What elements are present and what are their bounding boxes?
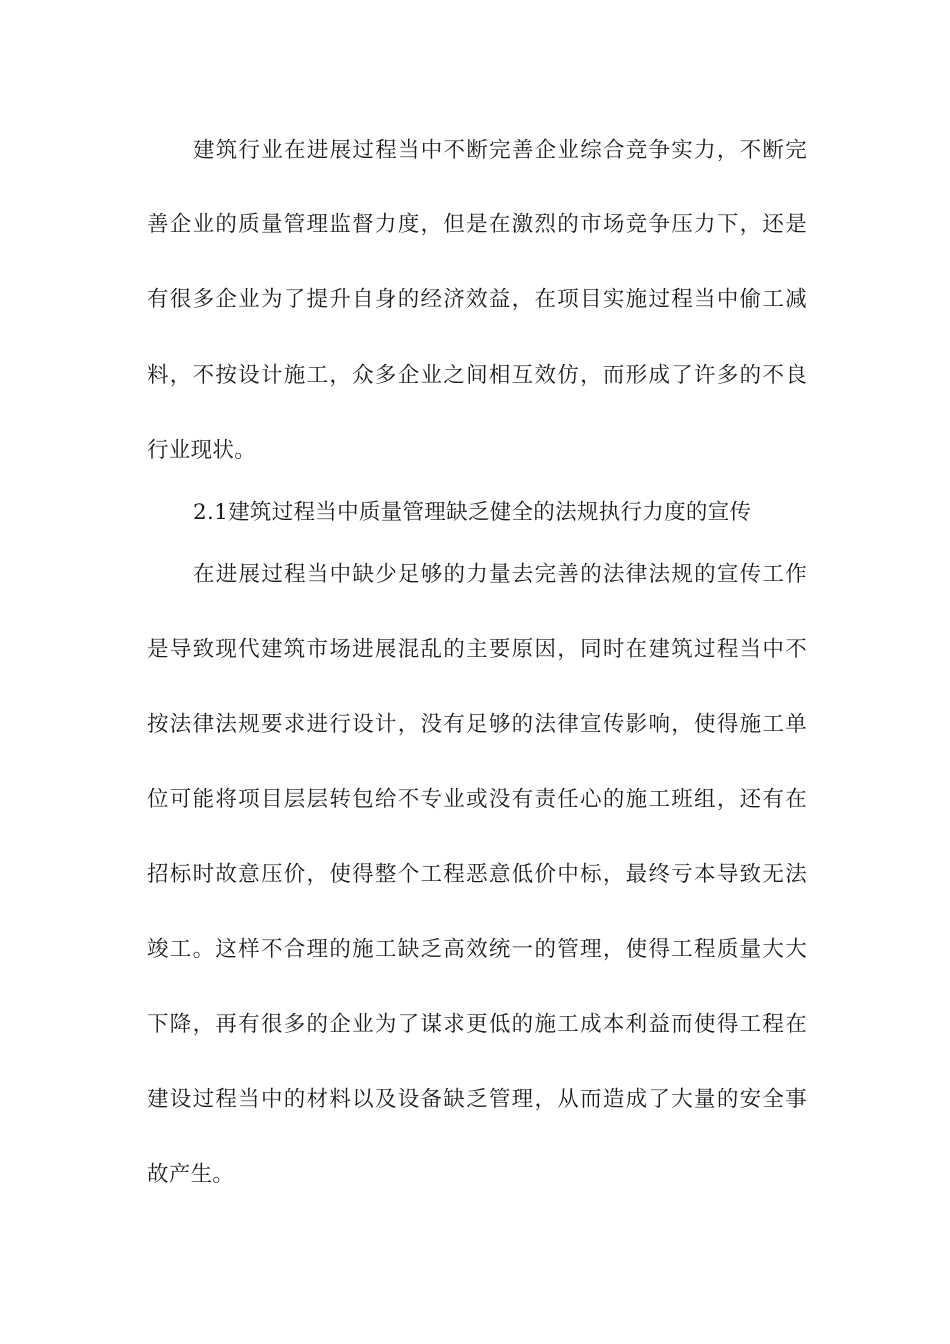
paragraph-2-line-8: 建设过程当中的材料以及设备缺乏管理，从而造成了大量的安全事 xyxy=(147,1087,807,1112)
paragraph-1-line-5: 行业现状。 xyxy=(147,438,257,463)
paragraph-2-line-4: 位可能将项目层层转包给不专业或没有责任心的施工班组，还有在 xyxy=(147,787,807,812)
paragraph-2-line-7: 下降，再有很多的企业为了谋求更低的施工成本利益而使得工程在 xyxy=(147,1012,807,1037)
section-heading: 2.1建筑过程当中质量管理缺乏健全的法规执行力度的宣传 xyxy=(193,500,752,525)
paragraph-2-line-6: 竣工。这样不合理的施工缺乏高效统一的管理，使得工程质量大大 xyxy=(147,937,807,962)
paragraph-2-line-5: 招标时故意压价，使得整个工程恶意低价中标，最终亏本导致无法 xyxy=(147,862,807,887)
paragraph-2-line-9: 故产生。 xyxy=(147,1162,235,1187)
paragraph-1-line-3: 有很多企业为了提升自身的经济效益，在项目实施过程当中偷工减 xyxy=(147,287,807,312)
paragraph-1-line-1: 建筑行业在进展过程当中不断完善企业综合竞争实力，不断完 xyxy=(193,138,807,163)
paragraph-2-line-3: 按法律法规要求进行设计，没有足够的法律宣传影响，使得施工单 xyxy=(147,712,807,737)
paragraph-2-line-2: 是导致现代建筑市场进展混乱的主要原因，同时在建筑过程当中不 xyxy=(147,637,807,662)
paragraph-1-line-2: 善企业的质量管理监督力度，但是在激烈的市场竞争压力下，还是 xyxy=(147,212,807,237)
paragraph-2-line-1: 在进展过程当中缺少足够的力量去完善的法律法规的宣传工作 xyxy=(193,562,807,587)
paragraph-1-line-4: 料，不按设计施工，众多企业之间相互效仿，而形成了许多的不良 xyxy=(147,363,807,388)
